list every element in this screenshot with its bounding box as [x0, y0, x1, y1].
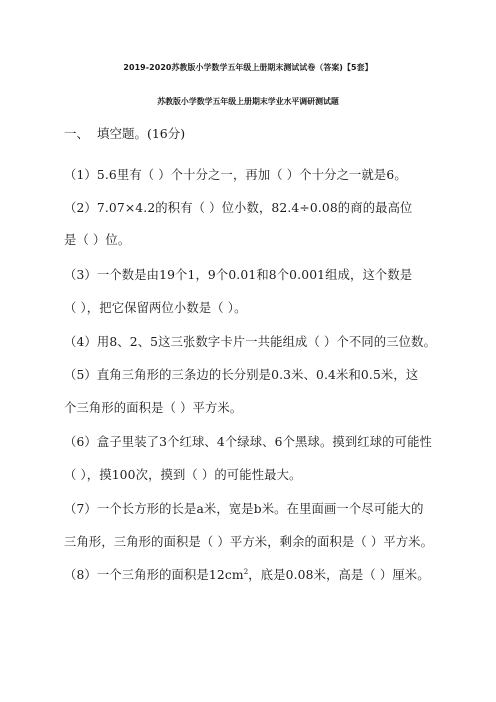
question-3-line-1: （3）一个数是由19个1，9个0.01和8个0.001组成，这个数是 [64, 268, 413, 282]
question-6-line-1: （6）盒子里装了3个红球、4个绿球、6个黑球。摸到红球的可能性 [64, 435, 432, 449]
question-8-superscript: 2 [243, 567, 249, 576]
document-subtitle: 苏教版小学数学五年级上册期末学业水平调研测试题 [157, 97, 339, 106]
question-5-line-1: （5）直角三角形的三条边的长分别是0.3米、0.4米和0.5米，这 [64, 368, 419, 382]
question-2-line-1: （2）7.07×4.2的积有（ ）位小数，82.4÷0.08的商的最高位 [64, 201, 413, 215]
question-2-line-2: 是（ ）位。 [64, 233, 131, 247]
question-8 [64, 565, 430, 583]
question-8-text-b: ，底是0.08米，高是（ ）厘米。 [248, 568, 430, 582]
question-8-text-a: （8）一个三角形的面积是12cm [64, 568, 244, 582]
section-heading: 一、 填空题。(16分) [64, 126, 186, 141]
question-7-line-1: （7）一个长方形的长是a米，宽是b米。在里面画一个尽可能大的 [64, 502, 424, 516]
question-1: （1）5.6里有（ ）个十分之一，再加（ ）个十分之一就是6。 [64, 168, 407, 182]
question-7-line-2: 三角形，三角形的面积是（ ）平方米，剩余的面积是（ ）平方米。 [64, 535, 434, 549]
question-6-line-2: （ ），摸100次，摸到（ ）的可能性最大。 [64, 468, 302, 482]
document-title: 2019-2020苏教版小学数学五年级上册期末测试试卷（答案)【5套】 [123, 63, 373, 72]
question-4: （4）用8、2、5这三张数字卡片一共能组成（ ）个不同的三位数。 [64, 335, 437, 349]
question-5-line-2: 个三角形的面积是（ ）平方米。 [64, 401, 243, 415]
question-3-line-2: （ ），把它保留两位小数是（ ）。 [64, 301, 247, 315]
